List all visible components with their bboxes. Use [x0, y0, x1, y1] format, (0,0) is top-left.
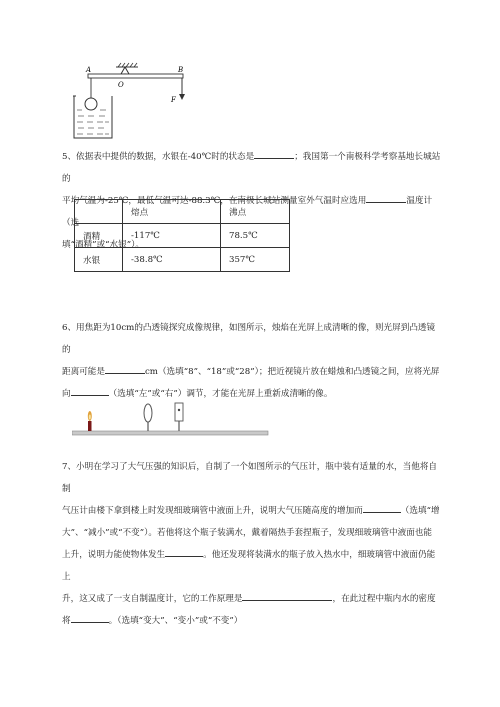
- q6-line3-a: 向: [62, 389, 71, 399]
- table-header-cell: 熔点: [123, 200, 221, 224]
- q7-blank-3[interactable]: [242, 590, 332, 601]
- q5-line1-a: 5、依据表中提供的数据，水银在-40℃时的状态是: [62, 152, 255, 162]
- pivot: [121, 67, 129, 74]
- candle: [88, 421, 92, 431]
- q5-table: [74, 199, 290, 272]
- convex-lens: [144, 404, 152, 422]
- label-b: B: [178, 66, 184, 74]
- q5-line2-a: 平均气温为-25℃，最低气温可达-88.3℃，在南极长城站测量室外气温时应选用: [62, 196, 367, 206]
- q7-line6-b: 。（选填“变大”、“变小”或“不变”）: [108, 616, 243, 626]
- q7-line5-b: ，在此过程中瓶内水的密度: [332, 594, 436, 604]
- q5-blank-1[interactable]: [254, 148, 294, 159]
- q7-line2-b: （选填“增: [400, 506, 440, 516]
- q5-blank-2[interactable]: [366, 192, 406, 203]
- q7-blank-4[interactable]: [71, 612, 109, 623]
- question-7: [62, 456, 442, 632]
- q6-line1: 6、用焦距为10cm的凸透镜探究成像规律，如图所示，烛焰在光屏上成清晰的像，则光屏到凸透镜的: [62, 323, 436, 355]
- table-cell: 水银: [75, 248, 123, 272]
- question-6: [62, 317, 442, 405]
- label-a: A: [86, 66, 92, 74]
- table-cell: 357℃: [221, 248, 290, 272]
- water: [77, 110, 109, 134]
- q7-blank-1[interactable]: [363, 502, 401, 513]
- table-cell: 酒精: [75, 224, 123, 248]
- q7-line4-a: 上升，说明力能使物体发生: [62, 550, 166, 560]
- q7-line4-b: 。他还发现将装满水的瓶子放入热水中，细玻璃管中液面仍能上: [62, 550, 436, 582]
- optical-bench-figure: [72, 395, 272, 445]
- table-row: [75, 200, 290, 224]
- q6-line2-a: 距离可能是: [62, 367, 105, 377]
- table-cell: -117℃: [123, 224, 221, 248]
- table-header-cell: [75, 200, 123, 224]
- label-o: O: [118, 81, 124, 89]
- q6-blank-1[interactable]: [105, 363, 145, 374]
- q7-line3: 大”、“减小”或“不变”）。若他将这个瓶子装满水，戴着隔热手套捏瓶子，发现细玻璃管中液面也能: [62, 528, 433, 538]
- q7-line2-a: 气压计由楼下拿到楼上时发现细玻璃管中液面上升，说明大气压随高度的增加而: [62, 506, 363, 516]
- table-row: [75, 224, 290, 248]
- bench-rail: [72, 431, 268, 435]
- label-f: F: [171, 96, 176, 104]
- q6-line3-b: （选填“左”或“右”）调节，才能在光屏上重新成清晰的像。: [108, 389, 333, 399]
- table-cell: -38.8℃: [123, 248, 221, 272]
- hanging-ball: [85, 98, 97, 110]
- lever-figure: [70, 60, 210, 145]
- q7-blank-2[interactable]: [165, 546, 203, 557]
- q7-line5-a: 升，这又成了一支自制温度计，它的工作原理是: [62, 594, 243, 604]
- q5-line1-b: ；我国第一个南极科学考察基地长城站的: [62, 152, 441, 184]
- q7-line1: 7、小明在学习了大气压强的知识后，自制了一个如图所示的气压计，瓶中装有适量的水，当他将自制: [62, 462, 438, 494]
- table-row: [75, 248, 290, 272]
- q5-line2-b: 温度计（选: [62, 196, 433, 228]
- table-cell: 78.5℃: [221, 224, 290, 248]
- table-header-cell: 沸点: [221, 200, 290, 224]
- light-screen: [175, 403, 183, 421]
- q5-line3: 填“酒精”或“水银”）。: [62, 240, 145, 250]
- q7-line6-a: 将: [62, 616, 71, 626]
- q6-line2-b: cm（选填“8”、“18”或“28”）；把近视镜片放在蜡烛和凸透镜之间，应将光屏: [144, 367, 440, 377]
- lever-bar: [88, 74, 183, 78]
